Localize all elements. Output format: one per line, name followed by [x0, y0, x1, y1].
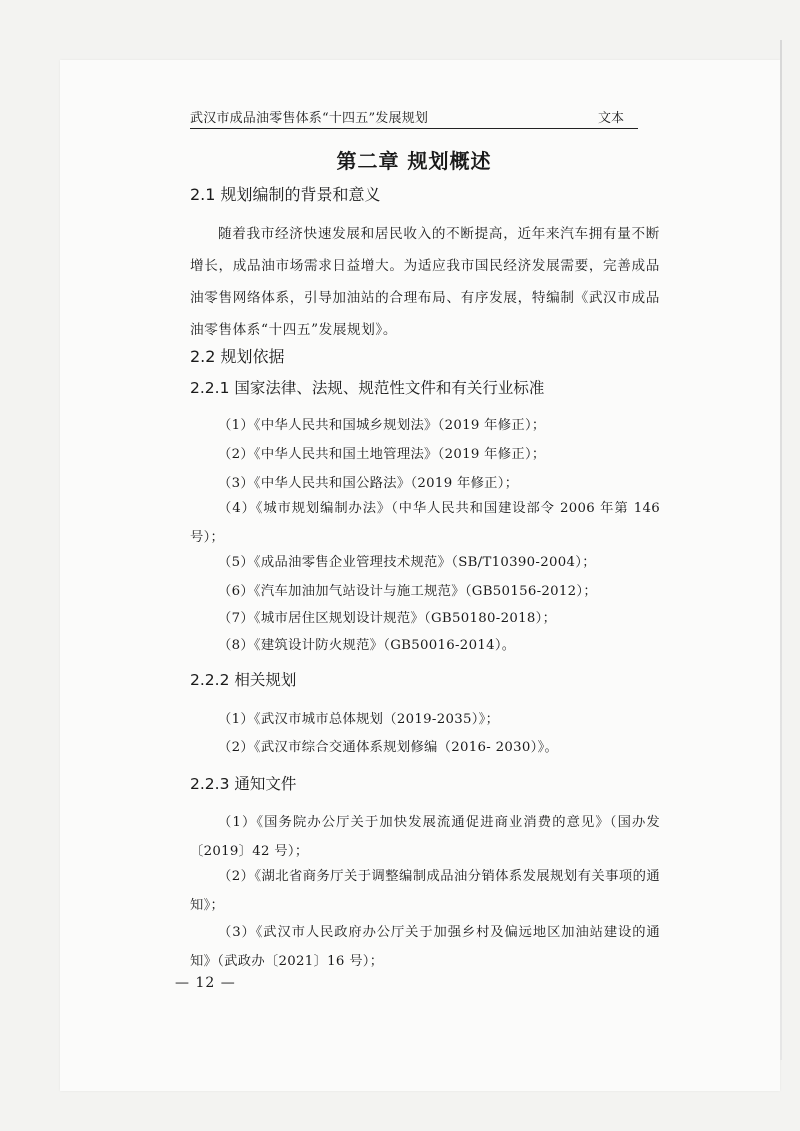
page-number: — 12 —	[175, 975, 236, 991]
list-item: （2）《湖北省商务厅关于调整编制成品油分销体系发展规划有关事项的通知》；	[190, 869, 660, 913]
header-title: 武汉市成品油零售体系“十四五”发展规划	[190, 111, 429, 126]
running-header	[190, 110, 638, 129]
section-2-2-3-heading: 2.2.3 通知文件	[190, 775, 297, 793]
list-item: （6）《汽车加油加气站设计与施工规范》（GB50156-2012）；	[218, 584, 597, 599]
list-item: （4）《城市规划编制办法》（中华人民共和国建设部令 2006 年第 146 号）；	[190, 501, 660, 545]
list-item: （1）《中华人民共和国城乡规划法》（2019 年修正）；	[218, 418, 546, 433]
header-label: 文本	[597, 111, 624, 126]
section-2-1-paragraph: 随着我市经济快速发展和居民收入的不断提高，近年来汽车拥有量不断增长，成品油市场需求日益增大。为适应我市国民经济发展需要，完善成品油零售网络体系，引导加油站的合理布局、有序发展，特编制《武汉市成品油零售体系“十四五”发展规划》。	[190, 226, 660, 338]
list-item: （8）《建筑设计防火规范》（GB50016-2014）。	[218, 638, 516, 653]
list-item: （1）《国务院办公厅关于加快发展流通促进商业消费的意见》（国办发〔2019〕42 号）；	[190, 815, 660, 859]
list-item: （2）《中华人民共和国土地管理法》（2019 年修正）；	[218, 447, 546, 462]
list-item: （5）《成品油零售企业管理技术规范》（SB/T10390-2004）；	[218, 555, 596, 570]
list-item: （3）《武汉市人民政府办公厅关于加强乡村及偏远地区加油站建设的通知》（武政办〔2021〕16 号）；	[190, 925, 660, 969]
section-2-2-heading: 2.2 规划依据	[190, 347, 285, 366]
chapter-title: 第二章 规划概述	[336, 149, 492, 173]
list-item: （3）《中华人民共和国公路法》（2019 年修正）；	[218, 476, 519, 491]
list-item: （7）《城市居住区规划设计规范》（GB50180-2018）；	[218, 611, 557, 626]
section-2-1-heading: 2.1 规划编制的背景和意义	[190, 185, 381, 204]
page-edge	[780, 40, 782, 1060]
section-2-2-2-heading: 2.2.2 相关规划	[190, 671, 297, 689]
list-item: （2）《武汉市综合交通体系规划修编（2016- 2030）》。	[218, 740, 559, 755]
section-2-2-1-heading: 2.2.1 国家法律、法规、规范性文件和有关行业标准	[190, 379, 545, 397]
list-item: （1）《武汉市城市总体规划（2019-2035）》；	[218, 712, 500, 727]
